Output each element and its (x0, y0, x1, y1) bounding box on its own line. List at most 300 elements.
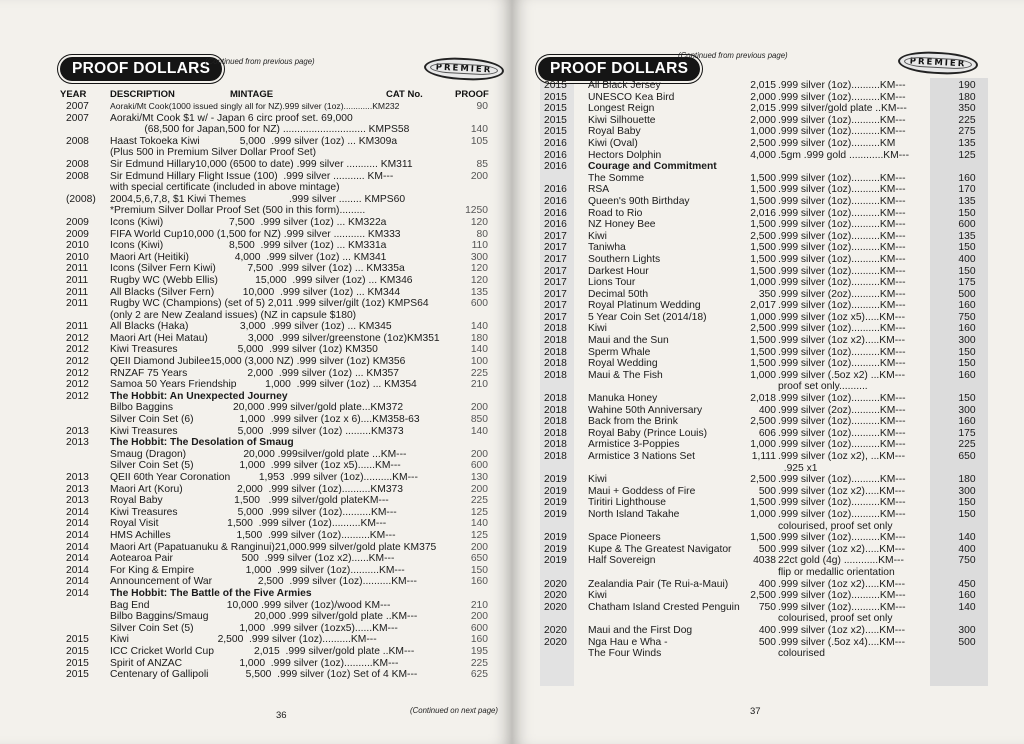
header-mintage: MINTAGE (230, 89, 274, 100)
continued-note: (Continued from previous page) (678, 51, 788, 60)
row-description: Maui and the Sun (588, 335, 669, 347)
row-proof-price: 90 (476, 101, 488, 112)
row-specification: .999 silver (1oz)..........KM--- (778, 393, 906, 405)
row-year: 2012 (66, 390, 89, 402)
row-description: *Premium Silver Dollar Proof Set (500 in this form)......... (110, 205, 366, 217)
row-proof-price: 105 (470, 135, 488, 147)
row-proof-price: 200 (470, 541, 488, 553)
row-description: Sir Edmund Hillary10,000 (6500 to date) .999 silver ........... KM311 (110, 158, 413, 170)
row-description: Queen's 90th Birthday (588, 195, 690, 207)
row-specification: .999 silver (1oz)..........KM--- (778, 91, 906, 103)
row-mintage: 350 (758, 288, 776, 300)
row-proof-price: 225 (958, 114, 976, 126)
page-number: 36 (276, 710, 287, 721)
row-description: Bilbo Baggins 20,000 .999 silver/gold plate...KM372 (110, 402, 404, 414)
table-row (0, 391, 512, 403)
row-description: Lions Tour (588, 277, 636, 289)
table-row (0, 634, 512, 646)
row-specification: .999 silver (1oz x2).....KM--- (778, 578, 906, 590)
row-description: The Somme (588, 172, 645, 184)
table-row (512, 126, 1024, 138)
row-description: Maori Art (Papatuanuku & Ranginui)21,000.999 silver/gold plate KM375 (110, 541, 437, 553)
row-year: 2018 (544, 451, 567, 462)
row-year: 2019 (544, 485, 567, 497)
row-mintage: 400 (758, 624, 776, 636)
row-description: RNZAF 75 Years 2,000 .999 silver (1oz) ... KM357 (110, 367, 400, 379)
left-catalog-table (0, 101, 512, 681)
row-mintage: 2,500 (750, 416, 776, 428)
row-specification: .999 silver (1oz)..........KM--- (778, 114, 906, 126)
row-mintage: 1,500 (750, 242, 776, 254)
row-description: Southern Lights (588, 253, 661, 265)
row-specification: .999 silver (1oz)..........KM--- (778, 300, 906, 312)
row-description: Kiwi (588, 323, 607, 335)
row-description: Icons (Silver Fern Kiwi) 7,500 .999 silver (1oz) ... KM335a (110, 263, 405, 275)
table-row (512, 567, 1024, 579)
row-proof-price: 150 (958, 242, 976, 254)
table-row (0, 576, 512, 588)
row-description: Kiwi Treasures 5,000 .999 silver (1oz)..........KM--- (110, 506, 397, 518)
row-specification: .999 silver (2oz)..........KM--- (778, 404, 906, 416)
row-description: 5 Year Coin Set (2014/18) (588, 311, 707, 323)
row-description: Royal Baby 1,500 .999 silver/gold plateKM--- (110, 495, 389, 507)
table-row (0, 530, 512, 542)
table-row (512, 80, 1024, 92)
row-mintage: 1,500 (750, 172, 776, 184)
row-description: Kupe & The Greatest Navigator (588, 543, 732, 555)
table-row (0, 136, 512, 148)
table-row (512, 358, 1024, 370)
row-proof-price: 125 (470, 529, 488, 541)
row-year: 2008 (66, 135, 89, 147)
continued-next-note: (Continued on next page) (410, 706, 498, 715)
row-description: The Hobbit: The Desolation of Smaug (110, 437, 294, 449)
table-row (512, 231, 1024, 243)
row-year: 2014 (66, 576, 89, 588)
row-mintage: 750 (758, 601, 776, 613)
row-year: 2020 (544, 590, 567, 602)
row-description: Chatham Island Crested Penguin (588, 601, 740, 613)
row-specification: .999 silver (1oz)..........KM--- (778, 126, 906, 138)
row-description: Maui + Goddess of Fire (588, 485, 696, 497)
row-year: 2014 (66, 564, 89, 576)
row-specification: .999 silver (1oz)..........KM--- (778, 230, 906, 242)
row-proof-price: 750 (958, 555, 976, 567)
row-proof-price: 200 (470, 611, 488, 623)
header-year: YEAR (60, 89, 87, 100)
row-description: Spirit of ANZAC 1,000 .999 silver (1oz)..........KM--- (110, 657, 399, 669)
row-description: Announcement of War 2,500 .999 silver (1oz)..........KM--- (110, 576, 417, 588)
row-proof-price: 130 (470, 472, 488, 483)
table-row (512, 405, 1024, 417)
row-year: 2013 (66, 437, 89, 449)
row-specification: .999 silver (1oz)..........KM--- (778, 427, 906, 439)
row-description: Icons (Kiwi) 8,500 .999 silver (1oz) ... KM331a (110, 240, 387, 252)
row-proof-price: 650 (958, 451, 976, 462)
row-description: Rugby WC (Champions) (set of 5) 2,011 .999 silver/gilt (1oz) KMPS64 (110, 298, 429, 310)
row-mintage: 2,015 (750, 80, 776, 91)
row-proof-price: 350 (958, 103, 976, 115)
row-proof-price: 160 (958, 369, 976, 381)
row-proof-price: 120 (470, 274, 488, 286)
table-row (0, 518, 512, 530)
row-year: 2015 (544, 80, 567, 91)
row-description: Space Pioneers (588, 532, 661, 544)
row-specification: .999 silver (1oz)..........KM--- (778, 172, 906, 184)
table-row (0, 252, 512, 264)
row-specification: 22ct gold (4g) ............KM--- (778, 555, 904, 567)
row-proof-price: 140 (958, 532, 976, 544)
row-description: (only 2 are New Zealand issues) (NZ in capsule $180) (110, 309, 357, 321)
table-row (512, 625, 1024, 637)
table-row (512, 613, 1024, 625)
row-description: with special certificate (included in above mintage) (110, 182, 340, 194)
table-row (0, 275, 512, 287)
row-proof-price: 600 (958, 219, 976, 231)
row-year: 2019 (544, 543, 567, 555)
row-description: Centenary of Gallipoli 5,500 .999 silver (1oz) Set of 4 KM--- (110, 669, 418, 681)
row-description: Kiwi (588, 230, 607, 242)
row-description: Manuka Honey (588, 393, 658, 405)
row-year: 2012 (66, 367, 89, 379)
table-row (512, 497, 1024, 509)
table-row (0, 507, 512, 519)
row-mintage: 1,000 (750, 439, 776, 451)
row-specification: .999 silver/gold plate ..KM--- (778, 103, 907, 115)
row-proof-price: 100 (470, 356, 488, 368)
row-mintage: 2,500 (750, 230, 776, 242)
header-cat-no: CAT No. (386, 89, 423, 100)
row-description: The Four Winds (588, 648, 662, 660)
row-proof-price: 180 (958, 474, 976, 486)
row-year: 2015 (66, 645, 89, 657)
row-mintage: 1,000 (750, 126, 776, 138)
row-description: Armistice 3 Nations Set (588, 451, 696, 462)
row-year: 2020 (544, 601, 567, 613)
row-proof-price: 80 (476, 228, 488, 240)
table-row (0, 310, 512, 322)
table-row (512, 266, 1024, 278)
row-description: For King & Empire 1,000 .999 silver (1oz)..........KM--- (110, 564, 405, 576)
row-description: Zealandia Pair (Te Rui-a-Maui) (588, 578, 729, 590)
row-year: 2019 (544, 555, 567, 567)
table-row (512, 532, 1024, 544)
row-year: 2016 (544, 149, 567, 161)
row-mintage: 2,500 (750, 590, 776, 602)
row-mintage: 2,500 (750, 474, 776, 486)
table-row (0, 333, 512, 345)
table-row (512, 579, 1024, 591)
row-year: 2011 (66, 274, 89, 286)
row-description: QEII Diamond Jubilee15,000 (3,000 NZ) .999 silver (1oz) KM356 (110, 356, 406, 368)
row-proof-price: 160 (958, 323, 976, 335)
table-row (0, 542, 512, 554)
row-mintage: 2,500 (750, 137, 776, 149)
table-row (512, 184, 1024, 196)
row-specification: .999 silver (2oz)..........KM--- (778, 288, 906, 300)
row-mintage: 1,000 (750, 508, 776, 520)
row-proof-price: 450 (958, 578, 976, 590)
row-specification: flip or medallic orientation (778, 566, 895, 578)
table-row (0, 437, 512, 449)
row-description: Maori Art (Koru) 2,000 .999 silver (1oz)..........KM373 (110, 483, 403, 495)
table-row (512, 555, 1024, 567)
row-year: 2012 (66, 379, 89, 391)
row-specification: .999 silver (1oz)..........KM--- (778, 323, 906, 335)
row-description: Aoraki/Mt Cook $1 w/ - Japan 6 circ proof set. 69,000 (110, 112, 353, 124)
row-proof-price: 225 (958, 439, 976, 451)
row-description: (68,500 for Japan,500 for NZ) ............................. KMPS58 (110, 124, 410, 136)
row-year: 2013 (66, 425, 89, 437)
row-mintage: 500 (758, 543, 776, 555)
row-description: Royal Platinum Wedding (588, 300, 701, 312)
row-proof-price: 160 (470, 576, 488, 588)
row-proof-price: 110 (471, 240, 488, 252)
row-proof-price: 150 (958, 265, 976, 277)
row-description: HMS Achilles 1,500 .999 silver (1oz)..........KM--- (110, 529, 396, 541)
row-specification: .999 silver (1oz)..........KM--- (778, 474, 906, 486)
row-proof-price: 125 (470, 506, 488, 518)
table-row (512, 370, 1024, 382)
row-description: Kiwi 2,500 .999 silver (1oz)..........KM--- (110, 634, 377, 646)
row-proof-price: 600 (470, 622, 488, 634)
row-description: NZ Honey Bee (588, 219, 656, 231)
row-specification: colourised, proof set only (778, 613, 893, 625)
row-specification: .999 silver (1oz)..........KM--- (778, 80, 906, 91)
row-year: 2018 (544, 335, 567, 347)
row-specification: .999 silver (1oz)..........KM--- (778, 219, 906, 231)
row-year: 2018 (544, 369, 567, 381)
table-row (512, 323, 1024, 335)
row-description: Half Sovereign (588, 555, 656, 567)
table-row (512, 138, 1024, 150)
row-description: RSA (588, 184, 610, 196)
row-proof-price: 150 (958, 497, 976, 509)
row-year: 2018 (544, 346, 567, 358)
row-mintage: 1,500 (750, 195, 776, 207)
row-proof-price: 175 (958, 427, 976, 439)
row-description: The Hobbit: The Battle of the Five Armies (110, 587, 312, 599)
row-year: 2018 (544, 439, 567, 451)
row-specification: .999 silver (1oz)..........KM--- (778, 601, 906, 613)
row-description: 2004,5,6,7,8, $1 Kiwi Themes .999 silver ........ KMPS60 (110, 193, 406, 205)
row-proof-price: 160 (958, 590, 976, 602)
row-year: 2018 (544, 427, 567, 439)
row-mintage: 4038 (753, 555, 776, 567)
row-description: FIFA World Cup10,000 (1,500 for NZ) .999 silver ........... KM333 (110, 228, 401, 240)
row-mintage: 1,500 (750, 184, 776, 196)
row-description: Aotearoa Pair 500 .999 silver (1oz x2)......KM--- (110, 553, 395, 565)
row-proof-price: 120 (470, 216, 488, 228)
row-proof-price: 160 (470, 634, 488, 646)
table-row (512, 208, 1024, 220)
row-mintage: 500 (758, 485, 776, 497)
row-proof-price: 210 (470, 599, 488, 611)
row-year: 2007 (66, 101, 89, 112)
table-row (0, 344, 512, 356)
row-proof-price: 200 (470, 483, 488, 495)
row-year: 2016 (544, 161, 567, 173)
table-row (512, 219, 1024, 231)
row-year: 2017 (544, 277, 567, 289)
row-mintage: 2,016 (750, 207, 776, 219)
row-proof-price: 140 (470, 321, 488, 333)
table-row (0, 414, 512, 426)
row-year: 2011 (66, 286, 89, 298)
table-row (512, 242, 1024, 254)
row-proof-price: 300 (470, 251, 488, 263)
row-year: (2008) (66, 193, 96, 205)
table-row (512, 451, 1024, 463)
table-row (512, 463, 1024, 475)
row-proof-price: 160 (958, 416, 976, 428)
row-year: 2017 (544, 288, 567, 300)
row-mintage: 1,000 (750, 311, 776, 323)
row-description: Maori Art (Hei Matau) 3,000 .999 silver/greenstone (1oz)KM351 (110, 332, 440, 344)
table-row (512, 289, 1024, 301)
row-proof-price: 180 (470, 332, 488, 344)
table-row (512, 486, 1024, 498)
row-description: Armistice 3-Poppies (588, 439, 680, 451)
table-row (512, 103, 1024, 115)
table-row (0, 495, 512, 507)
table-row (0, 565, 512, 577)
table-row (512, 150, 1024, 162)
row-specification: colourised, proof set only (778, 520, 893, 532)
table-row (0, 287, 512, 299)
row-proof-price: 600 (470, 298, 488, 310)
row-year: 2014 (66, 529, 89, 541)
row-proof-price: 150 (958, 393, 976, 405)
row-description: Kiwi Treasures 5,000 .999 silver (1oz) KM350 (110, 344, 378, 356)
row-year: 2015 (544, 114, 567, 126)
row-mintage: 1,000 (750, 369, 776, 381)
row-mintage: 2,017 (750, 300, 776, 312)
page-number: 37 (750, 706, 761, 717)
row-description: Samoa 50 Years Friendship 1,000 .999 silver (1oz) ... KM354 (110, 379, 417, 391)
row-description: Icons (Kiwi) 7,500 .999 silver (1oz) ... KM322a (110, 216, 387, 228)
row-mintage: 2,500 (750, 323, 776, 335)
row-description: Kiwi (Oval) (588, 137, 638, 149)
row-proof-price: 500 (958, 636, 976, 648)
row-year: 2017 (544, 230, 567, 242)
row-mintage: 1,500 (750, 497, 776, 509)
row-year: 2015 (66, 669, 89, 681)
row-year: 2016 (544, 207, 567, 219)
row-proof-price: 300 (958, 404, 976, 416)
row-specification: proof set only.......... (778, 381, 868, 393)
table-row (512, 509, 1024, 521)
row-mintage: 1,500 (750, 335, 776, 347)
premier-logo: PREMIER (897, 50, 978, 76)
row-mintage: 1,500 (750, 358, 776, 370)
row-description: Rugby WC (Webb Ellis) 15,000 .999 silver (1oz) ... KM346 (110, 274, 413, 286)
row-year: 2016 (544, 184, 567, 196)
table-row (0, 402, 512, 414)
row-specification: .999 silver (1oz)..........KM (778, 137, 896, 149)
row-mintage: 1,500 (750, 219, 776, 231)
row-specification: .999 silver (1oz)..........KM--- (778, 508, 906, 520)
table-row (512, 312, 1024, 324)
row-description: Maui & The Fish (588, 369, 663, 381)
row-description: All Blacks (Haka) 3,000 .999 silver (1oz) ... KM345 (110, 321, 392, 333)
table-row (512, 196, 1024, 208)
row-description: Taniwha (588, 242, 626, 254)
row-proof-price: 125 (958, 149, 976, 161)
row-proof-price: 300 (958, 335, 976, 347)
row-mintage: 1,000 (750, 277, 776, 289)
row-specification: .999 silver (1oz)..........KM--- (778, 242, 906, 254)
row-year: 2019 (544, 532, 567, 544)
row-description: Road to Rio (588, 207, 643, 219)
row-description: (Plus 500 in Premium Silver Dollar Proof Set) (110, 147, 317, 159)
row-mintage: 1,500 (750, 253, 776, 265)
row-description: Smaug (Dragon) 20,000 .999silver/gold plate ...KM--- (110, 448, 407, 460)
row-description: Maori Art (Heitiki) 4,000 .999 silver (1oz) ... KM341 (110, 251, 387, 263)
row-description: Aoraki/Mt Cook(1000 issued singly all for NZ).999 silver (1oz)............KM232 (110, 101, 400, 111)
row-proof-price: 190 (958, 80, 976, 91)
row-year: 2020 (544, 624, 567, 636)
row-proof-price: 150 (470, 564, 488, 576)
row-proof-price: 150 (958, 508, 976, 520)
row-year: 2019 (544, 497, 567, 509)
table-row (512, 648, 1024, 660)
row-proof-price: 140 (958, 601, 976, 613)
row-year: 2015 (66, 634, 89, 646)
row-description: Longest Reign (588, 103, 655, 115)
table-row (512, 335, 1024, 347)
table-row (0, 159, 512, 171)
table-row (512, 92, 1024, 104)
table-row (512, 277, 1024, 289)
row-year: 2020 (544, 636, 567, 648)
row-description: Back from the Brink (588, 416, 678, 428)
row-year: 2010 (66, 251, 89, 263)
table-row (0, 658, 512, 670)
row-year: 2017 (544, 253, 567, 265)
table-row (0, 194, 512, 206)
table-row (512, 173, 1024, 185)
row-description: The Hobbit: An Unexpected Journey (110, 390, 288, 402)
row-proof-price: 135 (958, 137, 976, 149)
premier-logo: PREMIER (423, 56, 504, 82)
row-description: All Black Jersey (588, 80, 661, 91)
table-row (512, 544, 1024, 556)
table-row (0, 321, 512, 333)
row-year: 2011 (66, 263, 89, 275)
row-year: 2012 (66, 356, 89, 368)
table-row (0, 240, 512, 252)
row-year: 2015 (544, 126, 567, 138)
table-row (0, 611, 512, 623)
row-proof-price: 160 (958, 300, 976, 312)
row-proof-price: 625 (470, 669, 488, 681)
row-description: Bag End 10,000 .999 silver (1oz)/wood KM--- (110, 599, 391, 611)
row-description: North Island Takahe (588, 508, 680, 520)
row-proof-price: 150 (958, 207, 976, 219)
table-row (0, 356, 512, 368)
row-year: 2018 (544, 393, 567, 405)
row-proof-price: 750 (958, 311, 976, 323)
table-row (512, 300, 1024, 312)
table-row (512, 161, 1024, 173)
row-year: 2013 (66, 472, 89, 483)
row-specification: .999 silver (.5oz x4)....KM--- (778, 636, 906, 648)
row-proof-price: 135 (958, 195, 976, 207)
row-description: Kiwi (588, 474, 607, 486)
row-mintage: 400 (758, 578, 776, 590)
row-specification: .999 silver (1oz)..........KM--- (778, 277, 906, 289)
